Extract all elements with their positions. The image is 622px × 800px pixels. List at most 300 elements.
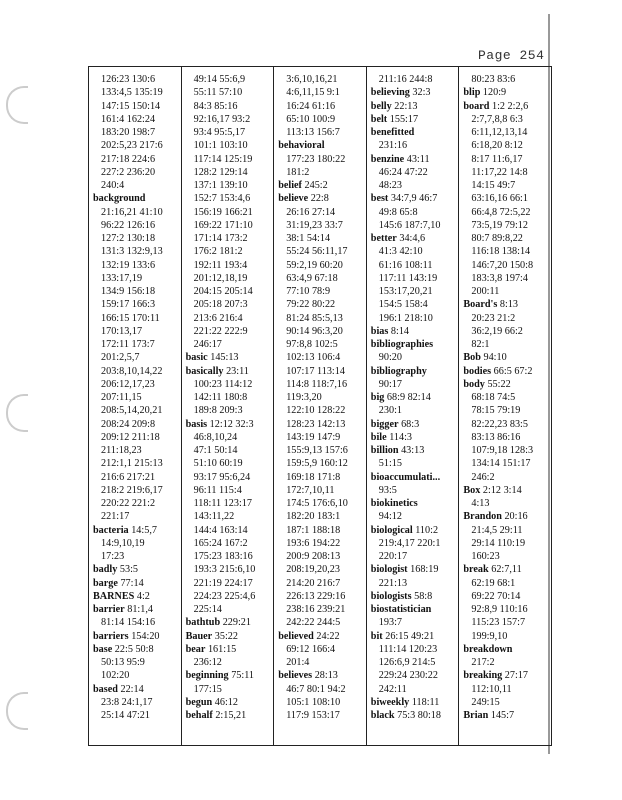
index-refs-line: 78:15 79:19 [471, 405, 521, 417]
index-refs: 75:3 80:18 [394, 710, 441, 721]
index-refs-line: 213:6 216:4 [193, 312, 243, 324]
index-refs-line: 146:7,20 150:8 [471, 259, 534, 271]
index-entry [93, 590, 181, 603]
index-refs-line: 50:13 95:9 [101, 657, 145, 668]
index-term: Box [463, 484, 481, 496]
index-refs-line: 81:24 85:5,13 [286, 312, 343, 324]
page-number: Page 254 [478, 48, 545, 63]
index-refs: 68:9 82:14 [384, 392, 431, 403]
index-entry [93, 643, 181, 656]
index-column-1 [88, 67, 181, 745]
index-refs-line: 29:14 110:19 [471, 537, 526, 549]
index-refs-line: 169:18 171:8 [286, 471, 341, 483]
index-refs: 22:5 50:8 [112, 643, 154, 655]
index-term: basic [185, 352, 208, 364]
index-entry [93, 630, 181, 643]
index-term: Board's [463, 299, 498, 311]
index-term: belly [370, 100, 392, 112]
index-entry [371, 325, 459, 338]
index-entry [186, 418, 274, 431]
index-refs-line: 221:17 [101, 511, 130, 523]
index-refs-line: 156:19 166:21 [193, 206, 253, 218]
index-entry [186, 643, 274, 656]
index-refs-line: 116:18 138:14 [471, 246, 531, 258]
index-refs-line: 93:17 95:6,24 [193, 471, 251, 483]
index-refs-line: 3:6,10,16,21 [286, 74, 338, 85]
index-refs: 55:22 [484, 378, 511, 390]
index-refs: 35:22 [212, 630, 238, 642]
index-refs-line: 199:9,10 [471, 630, 508, 642]
index-entry [93, 563, 181, 576]
index-refs-line: 240:4 [101, 180, 125, 191]
index-term: break [463, 564, 489, 576]
index-entry [371, 153, 459, 166]
index-refs-line: 38:1 54:14 [286, 233, 331, 244]
index-entry [186, 669, 274, 682]
index-refs: 245:2 [301, 180, 328, 191]
index-refs-line: 93:4 95:5,17 [193, 127, 246, 138]
index-refs-line: 102:13 106:4 [286, 352, 341, 364]
index-entry [278, 669, 366, 682]
index-entry [186, 351, 274, 364]
index-refs: 168:19 [407, 564, 439, 576]
index-refs: 120:9 [480, 87, 507, 99]
index-term: bodies [463, 365, 492, 377]
index-refs-line: 80:7 89:8,22 [471, 233, 523, 244]
index-refs-line: 25:14 47:21 [101, 710, 150, 721]
index-refs-line: 153:17,20,21 [378, 286, 433, 297]
index-refs-line: 48:23 [378, 180, 402, 191]
index-refs-line: 216:6 217:21 [101, 471, 156, 483]
index-entry [463, 100, 551, 113]
index-refs: 229:21 [220, 617, 251, 629]
index-refs-line: 218:2 219:6,17 [101, 484, 163, 496]
index-term: badly [93, 564, 118, 576]
index-refs: 27:17 [502, 670, 529, 682]
index-refs-line: 127:2 130:18 [101, 233, 156, 244]
index-refs-line: 31:19,23 33:7 [286, 219, 343, 231]
index-refs-line: 220:17 [378, 551, 408, 562]
index-refs: 8:14 [388, 325, 410, 337]
index-term: beginning [185, 670, 229, 682]
index-entry [371, 590, 459, 603]
index-entry [371, 338, 459, 351]
index-refs: 34:4,6 [396, 233, 426, 244]
index-refs: 114:3 [386, 431, 413, 443]
index-refs-line: 231:16 [378, 140, 408, 152]
index-refs-line: 230:1 [378, 405, 402, 417]
index-refs: 22:13 [391, 100, 418, 112]
index-refs-line: 49:14 55:6,9 [193, 74, 246, 85]
index-refs-line: 242:11 [378, 683, 407, 695]
index-refs: 53:5 [117, 564, 139, 576]
index-refs-line: 92:8,9 110:16 [471, 604, 528, 615]
index-term: biostatistician [370, 604, 432, 615]
index-refs-line: 220:22 221:2 [101, 498, 156, 509]
index-term: bile [370, 431, 387, 443]
index-entry [371, 192, 459, 205]
index-refs-line: 214:20 216:7 [286, 577, 341, 589]
index-refs-line: 238:16 239:21 [286, 604, 346, 615]
index-entry [463, 563, 551, 576]
index-term: behavioral [278, 140, 325, 152]
index-column-5 [458, 67, 552, 745]
index-term: barriers [93, 630, 129, 642]
index-refs-line: 80:23 83:6 [471, 74, 516, 85]
index-term: biokinetics [370, 498, 418, 509]
index-term: BARNES [93, 590, 135, 602]
index-refs: 66:5 67:2 [491, 365, 533, 377]
index-refs: 46:12 [212, 696, 238, 708]
index-refs: 94:10 [480, 352, 507, 364]
index-term: billion [370, 445, 399, 456]
index-refs-line: 160:23 [471, 551, 500, 562]
index-refs-line: 246:2 [471, 471, 495, 483]
index-column-3 [273, 67, 366, 745]
index-refs-line: 170:13,17 [101, 325, 143, 337]
index-refs-line: 65:10 100:9 [286, 113, 336, 125]
index-refs-line: 147:15 150:14 [101, 100, 161, 112]
index-refs-line: 107:17 113:14 [286, 365, 345, 377]
index-term: big [370, 392, 385, 403]
index-refs: 58:8 [411, 590, 433, 602]
index-entry [371, 603, 459, 616]
index-entry [371, 497, 459, 510]
index-refs-line: 55:24 56:11,17 [286, 246, 348, 258]
index-refs-line: 208:5,14,20,21 [101, 405, 163, 417]
index-refs-line: 246:17 [193, 339, 222, 350]
index-refs: 23:11 [223, 365, 249, 377]
index-term: blip [463, 87, 481, 99]
index-term: bias [370, 325, 389, 337]
index-refs-line: 111:14 120:23 [378, 643, 438, 655]
index-entry [463, 669, 551, 682]
index-refs-line: 221:19 224:17 [193, 577, 253, 589]
index-refs-line: 193:7 [378, 617, 402, 629]
index-term: breaking [463, 670, 503, 682]
index-refs-line: 205:18 207:3 [193, 299, 248, 311]
index-refs-line: 142:11 180:8 [193, 392, 248, 403]
index-refs-line: 143:11,22 [193, 511, 235, 523]
index-entry [371, 696, 459, 709]
binder-hole-bottom [6, 692, 28, 730]
index-term: board [463, 100, 490, 112]
index-term: base [93, 643, 113, 655]
index-entry [278, 139, 366, 152]
index-refs-line: 154:5 158:4 [378, 299, 428, 311]
index-refs-line: 90:20 [378, 352, 402, 364]
index-refs-line: 189:8 209:3 [193, 405, 243, 417]
index-entry [186, 696, 274, 709]
index-refs-line: 229:24 230:22 [378, 670, 438, 682]
index-term: behalf [185, 710, 213, 721]
index-refs-line: 174:5 176:6,10 [286, 498, 348, 509]
index-refs-line: 133:4,5 135:19 [101, 87, 163, 99]
index-refs-line: 16:24 61:16 [286, 100, 336, 112]
index-refs-line: 159:5,9 160:12 [286, 458, 348, 470]
index-refs-line: 92:16,17 93:2 [193, 113, 251, 125]
index-refs-line: 68:18 74:5 [471, 392, 516, 403]
index-entry [371, 563, 459, 576]
index-refs-line: 20:23 21:2 [471, 312, 516, 324]
index-entry [371, 391, 459, 404]
index-refs: 2:12 3:14 [480, 484, 522, 496]
index-term: bigger [370, 418, 399, 430]
index-refs-line: 207:11,15 [101, 392, 142, 403]
index-refs-line: 208:19,20,23 [286, 564, 340, 576]
index-term: Brian [463, 710, 489, 721]
index-refs: 1:2 2:2,6 [489, 100, 529, 112]
index-refs-line: 94:12 [378, 511, 402, 523]
index-refs-line: 101:1 103:10 [193, 140, 248, 152]
index-refs: 22:8 [308, 193, 329, 205]
index-entry [371, 232, 459, 245]
index-refs-line: 203:8,10,14,22 [101, 365, 163, 377]
index-refs-line: 82:1 [471, 339, 490, 350]
index-entry [93, 577, 181, 590]
index-term: bit [370, 630, 383, 642]
index-refs-line: 14:9,10,19 [101, 537, 145, 549]
index-refs-line: 114:8 118:7,16 [286, 378, 348, 390]
index-term: biweekly [370, 696, 410, 708]
index-entry [93, 192, 181, 205]
index-refs-line: 97:8,8 102:5 [286, 339, 338, 350]
index-refs-line: 21:16,21 41:10 [101, 206, 163, 218]
index-refs-line: 14:15 49:7 [471, 180, 516, 191]
index-refs: 28:13 [312, 670, 338, 682]
index-refs-line: 126:6,9 214:5 [378, 657, 436, 668]
index-refs: 43:13 [398, 445, 425, 456]
index-refs: 68:3 [398, 418, 420, 430]
index-refs-line: 225:14 [193, 604, 222, 615]
index-refs-line: 128:23 142:13 [286, 418, 346, 430]
index-refs-line: 161:4 162:24 [101, 113, 156, 125]
index-term: biologist [370, 564, 408, 576]
index-refs-line: 226:13 229:16 [286, 590, 346, 602]
index-refs-line: 49:8 65:8 [378, 206, 418, 218]
index-refs-line: 211:16 244:8 [378, 74, 433, 85]
index-refs-line: 11:17,22 14:8 [471, 166, 528, 178]
index-term: best [370, 193, 389, 205]
index-refs: 145:7 [488, 710, 515, 721]
index-refs-line: 115:23 157:7 [471, 617, 526, 629]
index-refs-line: 2:7,7,8,8 6:3 [471, 113, 523, 125]
index-refs-line: 81:14 154:16 [101, 617, 156, 629]
index-refs-line: 200:9 208:13 [286, 551, 341, 562]
index-entry [93, 603, 181, 616]
index-term: Bauer [185, 630, 213, 642]
index-refs-line: 204:15 205:14 [193, 286, 253, 297]
index-refs: 2:15,21 [212, 710, 247, 721]
index-refs-line: 211:18,23 [101, 445, 142, 456]
index-term: begun [185, 696, 213, 708]
binder-hole-top [6, 86, 28, 124]
index-term: bathtub [185, 617, 221, 629]
index-refs-line: 132:19 133:6 [101, 259, 156, 271]
index-refs-line: 51:15 [378, 458, 402, 470]
index-refs-line: 4:13 [471, 498, 490, 509]
binder-hole-middle [6, 394, 28, 432]
index-refs-line: 175:23 183:16 [193, 551, 253, 562]
index-refs-line: 134:14 151:17 [471, 458, 531, 470]
index-refs-line: 113:13 156:7 [286, 127, 340, 138]
index-refs-line: 182:20 183:1 [286, 511, 341, 523]
index-refs-line: 217:2 [471, 657, 495, 668]
index-refs-line: 6:18,20 8:12 [471, 140, 523, 152]
index-refs-line: 193:3 215:6,10 [193, 564, 256, 576]
index-entry [371, 471, 459, 484]
index-term: believes [278, 670, 313, 682]
index-refs-line: 169:22 171:10 [193, 219, 253, 231]
index-refs-line: 183:20 198:7 [101, 127, 156, 138]
index-refs-line: 90:17 [378, 378, 402, 390]
index-refs-line: 82:22,23 83:5 [471, 418, 528, 430]
index-term: belief [278, 180, 302, 191]
index-term: background [93, 193, 146, 205]
index-refs-line: 105:1 108:10 [286, 696, 341, 708]
index-refs-line: 46:8,10,24 [193, 431, 238, 443]
index-refs-line: 224:23 225:4,6 [193, 590, 256, 602]
index-refs-line: 96:22 126:16 [101, 219, 156, 231]
index-refs-line: 46:7 80:1 94:2 [286, 683, 346, 695]
index-refs-line: 21:4,5 29:11 [471, 524, 523, 536]
index-refs: 110:2 [412, 524, 439, 536]
index-refs-line: 17:23 [101, 551, 125, 562]
index-entry [371, 524, 459, 537]
index-refs-line: 62:19 68:1 [471, 577, 516, 589]
index-refs-line: 172:11 173:7 [101, 339, 155, 350]
index-refs-line: 155:9,13 157:6 [286, 445, 348, 456]
index-entry [371, 126, 459, 139]
index-refs-line: 196:1 218:10 [378, 312, 433, 324]
index-refs-line: 4:6,11,15 9:1 [286, 87, 340, 99]
index-refs-line: 117:14 125:19 [193, 153, 253, 165]
index-refs-line: 217:18 224:6 [101, 153, 156, 165]
index-entry [186, 709, 274, 722]
index-term: Bob [463, 352, 481, 364]
index-entry [278, 179, 366, 192]
index-term: biologists [370, 590, 412, 602]
index-term: bacteria [93, 524, 129, 536]
index-term: bioaccumulati... [370, 471, 441, 483]
index-refs-line: 159:17 166:3 [101, 299, 156, 311]
index-refs: 145:13 [207, 352, 239, 364]
index-refs-line: 73:5,19 79:12 [471, 219, 528, 231]
index-entry [463, 510, 551, 523]
index-refs-line: 134:9 156:18 [101, 286, 156, 297]
index-refs-line: 221:13 [378, 577, 408, 589]
index-refs-line: 176:2 181:2 [193, 246, 243, 258]
index-refs-line: 69:12 166:4 [286, 643, 336, 655]
index-refs-line: 177:15 [193, 683, 222, 695]
index-refs-line: 192:11 193:4 [193, 259, 248, 271]
index-refs-line: 202:5,23 217:6 [101, 140, 163, 152]
index-term: based [93, 683, 118, 695]
index-entry [463, 643, 551, 656]
index-entry [371, 444, 459, 457]
index-refs-line: 236:12 [193, 657, 222, 668]
index-refs: 14:5,7 [128, 524, 157, 536]
index-entry [186, 616, 274, 629]
index-refs-line: 117:11 143:19 [378, 272, 438, 284]
index-refs-line: 118:11 123:17 [193, 498, 252, 509]
index-refs-line: 83:13 86:16 [471, 431, 521, 443]
index-refs-line: 63:16,16 66:1 [471, 193, 528, 205]
index-refs-line: 143:19 147:9 [286, 431, 341, 443]
index-refs-line: 219:4,17 220:1 [378, 537, 441, 549]
index-entry [371, 86, 459, 99]
index-term: barrier [93, 604, 125, 615]
index-entry [371, 100, 459, 113]
index-refs-line: 221:22 222:9 [193, 325, 248, 337]
index-column-2 [181, 67, 274, 745]
index-refs: 24:22 [313, 630, 340, 642]
index-refs-line: 193:6 194:22 [286, 537, 341, 549]
index-refs-line: 107:9,18 128:3 [471, 445, 534, 456]
index-term: basically [185, 365, 224, 377]
index-refs: 26:15 49:21 [382, 630, 435, 642]
index-refs-line: 63:4,9 67:18 [286, 272, 338, 284]
index-refs-line: 201:12,18,19 [193, 272, 248, 284]
index-refs: 161:15 [205, 643, 237, 655]
index-refs-line: 66:4,8 72:5,22 [471, 206, 531, 218]
index-entry [371, 709, 459, 722]
index-entry [463, 298, 551, 311]
index-refs-line: 46:24 47:22 [378, 166, 428, 178]
index-refs-line: 117:9 153:17 [286, 710, 340, 721]
index-term: biological [370, 524, 413, 536]
index-refs-line: 55:11 57:10 [193, 87, 243, 99]
index-refs-line: 171:14 173:2 [193, 233, 248, 244]
index-term: black [370, 710, 395, 721]
index-term: benzine [370, 153, 405, 165]
index-term: bear [185, 643, 206, 655]
index-refs-line: 131:3 132:9,13 [101, 246, 163, 258]
index-refs-line: 47:1 50:14 [193, 445, 238, 456]
index-term: barge [93, 577, 118, 589]
index-refs-line: 8:17 11:6,17 [471, 153, 523, 165]
index-term: bibliographies [370, 339, 434, 350]
index-term: Brandon [463, 511, 502, 523]
index-refs-line: 166:15 170:11 [101, 312, 160, 324]
index-refs-line: 227:2 236:20 [101, 166, 156, 178]
index-refs: 34:7,9 46:7 [388, 193, 438, 205]
index-entry [93, 524, 181, 537]
index-refs-line: 96:11 115:4 [193, 484, 242, 496]
index-refs: 62:7,11 [488, 564, 522, 576]
index-refs-line: 208:24 209:8 [101, 418, 156, 430]
index-entry [463, 365, 551, 378]
index-refs: 4:2 [134, 590, 150, 602]
index-entry [371, 431, 459, 444]
index-refs: 77:14 [117, 577, 144, 589]
index-refs-line: 144:4 163:14 [193, 524, 248, 536]
index-refs-line: 112:10,11 [471, 683, 512, 695]
index-refs-line: 133:17,19 [101, 272, 143, 284]
index-refs-line: 23:8 24:1,17 [101, 696, 153, 708]
index-refs-line: 128:2 129:14 [193, 166, 248, 178]
index-entry [93, 683, 181, 696]
index-column-4 [366, 67, 459, 745]
index-refs-line: 59:2,19 60:20 [286, 259, 343, 271]
index-term: better [370, 233, 397, 244]
index-refs: 118:11 [409, 696, 440, 708]
index-entry [463, 351, 551, 364]
index-refs: 154:20 [128, 630, 160, 642]
index-refs-line: 200:11 [471, 286, 500, 297]
index-refs-line: 69:22 70:14 [471, 590, 521, 602]
index-refs-line: 183:3,8 197:4 [471, 272, 528, 284]
